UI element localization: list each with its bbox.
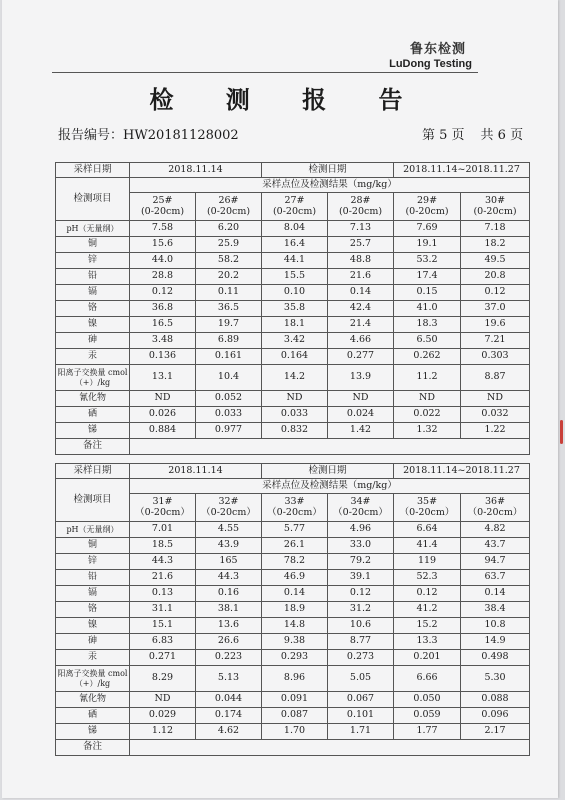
cell-value: ND	[130, 692, 196, 708]
cell-value: 7.21	[461, 333, 530, 349]
point-header	[196, 193, 262, 221]
cell-value: 10.8	[461, 618, 530, 634]
cell-value: 3.48	[130, 333, 196, 349]
cell-value: 0.174	[196, 708, 262, 724]
cell-value: 4.55	[196, 522, 262, 538]
table-row	[56, 602, 530, 618]
cell-value: 0.293	[262, 650, 328, 666]
test-date-value: 2018.11.14~2018.11.27	[394, 163, 530, 178]
point-header	[328, 494, 394, 522]
cell-value: 18.1	[262, 317, 328, 333]
cell-value: ND	[461, 391, 530, 407]
point-id: 30#	[484, 194, 506, 206]
point-id: 34#	[350, 495, 371, 507]
row-label: pH（无量纲）	[56, 221, 130, 237]
cell-value: 0.087	[262, 708, 328, 724]
cell-value: 0.271	[130, 650, 196, 666]
cell-value: 14.8	[262, 618, 328, 634]
cell-value: 43.7	[461, 538, 530, 554]
table-row	[56, 221, 530, 237]
point-depth: （0-20cm）	[201, 506, 256, 518]
cell-value: 94.7	[461, 554, 530, 570]
cell-value: 0.032	[461, 407, 530, 423]
cell-value: 165	[196, 554, 262, 570]
cell-value: 4.62	[196, 724, 262, 740]
cell-value: 9.38	[262, 634, 328, 650]
table-row	[56, 253, 530, 269]
cell-value: 39.1	[328, 570, 394, 586]
row-label: 锑	[56, 724, 130, 740]
cell-value: 36.8	[130, 301, 196, 317]
cell-value: 0.161	[196, 349, 262, 365]
point-header	[461, 193, 530, 221]
cell-value: 0.14	[461, 586, 530, 602]
row-label: 锌	[56, 253, 130, 269]
cell-value: 1.32	[394, 423, 461, 439]
row-label: 氰化物	[56, 692, 130, 708]
cell-value: 0.050	[394, 692, 461, 708]
table-row	[56, 301, 530, 317]
row-label: 镍	[56, 317, 130, 333]
cell-value: 7.58	[130, 221, 196, 237]
cell-value: 44.3	[130, 554, 196, 570]
company-name-en: LuDong Testing	[389, 58, 472, 70]
cell-value: 0.223	[196, 650, 262, 666]
cell-value: 41.4	[394, 538, 461, 554]
cell-value: 8.87	[461, 365, 530, 391]
point-depth: (0-20cm)	[140, 205, 185, 217]
table-row	[56, 269, 530, 285]
sampling-date-value: 2018.11.14	[130, 464, 262, 479]
cell-value: 0.033	[196, 407, 262, 423]
sampling-date-label: 采样日期	[56, 163, 130, 178]
point-id: 27#	[284, 194, 305, 206]
table-row	[56, 724, 530, 740]
cell-value: 0.832	[262, 423, 328, 439]
page-total: 共 6 页	[480, 128, 524, 143]
cell-value: 6.83	[130, 634, 196, 650]
cell-value: 38.4	[461, 602, 530, 618]
cell-value: 13.1	[130, 365, 196, 391]
row-label: 铜	[56, 237, 130, 253]
cell-value: 8.77	[328, 634, 394, 650]
table-row	[56, 333, 530, 349]
cell-value: 0.022	[394, 407, 461, 423]
cell-value: 7.13	[328, 221, 394, 237]
row-label: 氰化物	[56, 391, 130, 407]
point-id: 29#	[416, 194, 438, 206]
cell-value: 6.20	[196, 221, 262, 237]
cell-value: 0.12	[130, 285, 196, 301]
cell-value: 19.6	[461, 317, 530, 333]
table-row	[56, 522, 530, 538]
test-date-value: 2018.11.14~2018.11.27	[394, 464, 530, 479]
cell-value: 13.6	[196, 618, 262, 634]
report-page	[2, 0, 558, 798]
cell-value: 7.01	[130, 522, 196, 538]
cell-value: 48.8	[328, 253, 394, 269]
point-depth: （0-20cm）	[135, 506, 190, 518]
table-row	[56, 586, 530, 602]
point-id: 26#	[218, 194, 239, 206]
cell-value: 0.884	[130, 423, 196, 439]
report-title: 检 测 报 告	[149, 85, 425, 114]
table-row	[56, 650, 530, 666]
cell-value: 1.42	[328, 423, 394, 439]
cell-value: 20.8	[461, 269, 530, 285]
cell-value: 33.0	[328, 538, 394, 554]
cell-value: 19.7	[196, 317, 262, 333]
cell-value: 43.9	[196, 538, 262, 554]
row-label: 阳离子交换量 cmol（+）/kg	[56, 666, 130, 692]
table-row	[56, 439, 530, 455]
table-row	[56, 708, 530, 724]
point-id: 35#	[416, 495, 438, 507]
test-date-label: 检测日期	[262, 464, 394, 479]
test-item-label: 检测项目	[56, 479, 130, 522]
table-row	[56, 570, 530, 586]
cell-value: 1.12	[130, 724, 196, 740]
cell-value: 37.0	[461, 301, 530, 317]
cell-value: 46.9	[262, 570, 328, 586]
result-header: 采样点位及检测结果（mg/kg）	[130, 178, 530, 193]
row-label: 铅	[56, 269, 130, 285]
cell-value: 0.277	[328, 349, 394, 365]
page-info	[422, 124, 539, 143]
point-id: 33#	[284, 495, 305, 507]
page-current: 第 5 页	[422, 128, 465, 143]
cell-value: 11.2	[394, 365, 461, 391]
cell-value: 119	[394, 554, 461, 570]
cell-value: 0.15	[394, 285, 461, 301]
row-label: 铬	[56, 602, 130, 618]
cell-value: 28.8	[130, 269, 196, 285]
row-label: 砷	[56, 333, 130, 349]
cell-value: 5.13	[196, 666, 262, 692]
table-row	[56, 618, 530, 634]
cell-value: 6.66	[394, 666, 461, 692]
cell-value: 79.2	[328, 554, 394, 570]
table-row	[56, 740, 530, 756]
point-depth: （0-20cm）	[333, 506, 388, 518]
cell-value: ND	[328, 391, 394, 407]
cell-value: 15.6	[130, 237, 196, 253]
cell-value: 5.30	[461, 666, 530, 692]
point-depth: (0-20cm)	[405, 205, 449, 217]
table-row	[56, 666, 530, 692]
row-label: 硒	[56, 708, 130, 724]
cell-value: 78.2	[262, 554, 328, 570]
cell-value: 0.033	[262, 407, 328, 423]
point-depth: (0-20cm)	[206, 205, 251, 217]
cell-value: 0.262	[394, 349, 461, 365]
cell-value: 6.50	[394, 333, 461, 349]
row-label: 铅	[56, 570, 130, 586]
remarks-label: 备注	[56, 439, 130, 455]
row-label: 阳离子交换量 cmol（+）/kg	[56, 365, 130, 391]
row-label: 镍	[56, 618, 130, 634]
remarks-value	[130, 439, 530, 455]
row-label: 锌	[56, 554, 130, 570]
point-header	[196, 494, 262, 522]
cell-value: 13.3	[394, 634, 461, 650]
cell-value: 0.498	[461, 650, 530, 666]
sampling-date-label: 采样日期	[56, 464, 130, 479]
cell-value: 26.1	[262, 538, 328, 554]
cell-value: 36.5	[196, 301, 262, 317]
cell-value: 17.4	[394, 269, 461, 285]
table-row	[56, 285, 530, 301]
cell-value: 44.0	[130, 253, 196, 269]
table-row	[56, 692, 530, 708]
cell-value: 4.66	[328, 333, 394, 349]
report-number: 报告编号：HW20181128002	[58, 128, 239, 143]
table-row	[56, 349, 530, 365]
cell-value: 53.2	[394, 253, 461, 269]
table-row	[56, 464, 530, 479]
point-depth: （0-20cm）	[399, 506, 455, 518]
cell-value: 0.12	[328, 586, 394, 602]
cell-value: 0.977	[196, 423, 262, 439]
cell-value: 0.14	[328, 285, 394, 301]
point-header	[262, 494, 328, 522]
cell-value: 31.2	[328, 602, 394, 618]
cell-value: 63.7	[461, 570, 530, 586]
cell-value: 18.5	[130, 538, 196, 554]
cell-value: 21.6	[328, 269, 394, 285]
cell-value: ND	[262, 391, 328, 407]
row-label: 汞	[56, 650, 130, 666]
cell-value: 41.2	[394, 602, 461, 618]
result-header: 采样点位及检测结果（mg/kg）	[130, 479, 530, 494]
cell-value: 16.4	[262, 237, 328, 253]
remarks-value	[130, 740, 530, 756]
cell-value: 0.096	[461, 708, 530, 724]
cell-value: 44.3	[196, 570, 262, 586]
table-row	[56, 163, 530, 178]
cell-value: 0.12	[394, 586, 461, 602]
cell-value: 58.2	[196, 253, 262, 269]
cell-value: 6.89	[196, 333, 262, 349]
cell-value: 0.052	[196, 391, 262, 407]
cell-value: 15.1	[130, 618, 196, 634]
cell-value: 0.303	[461, 349, 530, 365]
cell-value: 0.10	[262, 285, 328, 301]
table-row	[56, 237, 530, 253]
cell-value: 0.029	[130, 708, 196, 724]
cell-value: 4.96	[328, 522, 394, 538]
cell-value: 0.11	[196, 285, 262, 301]
page-edge-mark	[560, 420, 563, 444]
sampling-date-value: 2018.11.14	[130, 163, 262, 178]
cell-value: 5.77	[262, 522, 328, 538]
cell-value: 8.96	[262, 666, 328, 692]
cell-value: 7.69	[394, 221, 461, 237]
cell-value: 8.04	[262, 221, 328, 237]
point-id: 36#	[484, 495, 506, 507]
header-divider	[52, 72, 478, 73]
point-header	[394, 494, 461, 522]
cell-value: 14.9	[461, 634, 530, 650]
row-label: pH（无量纲）	[56, 522, 130, 538]
point-header	[394, 193, 461, 221]
point-header	[262, 193, 328, 221]
cell-value: 0.067	[328, 692, 394, 708]
cell-value: 18.9	[262, 602, 328, 618]
cell-value: 25.7	[328, 237, 394, 253]
test-item-label: 检测项目	[56, 178, 130, 221]
cell-value: 0.273	[328, 650, 394, 666]
cell-value: 35.8	[262, 301, 328, 317]
cell-value: 0.12	[461, 285, 530, 301]
cell-value: ND	[130, 391, 196, 407]
remarks-label: 备注	[56, 740, 130, 756]
point-depth: （0-20cm）	[467, 506, 523, 518]
cell-value: 0.024	[328, 407, 394, 423]
point-id: 28#	[350, 194, 371, 206]
cell-value: 8.29	[130, 666, 196, 692]
point-id: 32#	[218, 495, 239, 507]
point-depth: (0-20cm)	[272, 205, 317, 217]
point-header	[328, 193, 394, 221]
table-row	[56, 407, 530, 423]
cell-value: 10.6	[328, 618, 394, 634]
cell-value: 18.3	[394, 317, 461, 333]
cell-value: 0.091	[262, 692, 328, 708]
cell-value: 3.42	[262, 333, 328, 349]
point-header	[461, 494, 530, 522]
results-table-1	[55, 162, 530, 455]
table-row	[56, 423, 530, 439]
cell-value: 19.1	[394, 237, 461, 253]
cell-value: 1.71	[328, 724, 394, 740]
cell-value: 4.82	[461, 522, 530, 538]
cell-value: 0.14	[262, 586, 328, 602]
row-label: 镉	[56, 586, 130, 602]
table-body	[56, 221, 530, 439]
cell-value: 20.2	[196, 269, 262, 285]
cell-value: 16.5	[130, 317, 196, 333]
cell-value: 1.77	[394, 724, 461, 740]
cell-value: 15.5	[262, 269, 328, 285]
cell-value: 0.201	[394, 650, 461, 666]
table-row	[56, 479, 530, 494]
cell-value: 38.1	[196, 602, 262, 618]
row-label: 铬	[56, 301, 130, 317]
cell-value: 44.1	[262, 253, 328, 269]
row-label: 硒	[56, 407, 130, 423]
cell-value: 1.70	[262, 724, 328, 740]
cell-value: 52.3	[394, 570, 461, 586]
cell-value: 49.5	[461, 253, 530, 269]
results-table-2	[55, 463, 530, 756]
point-header	[130, 193, 196, 221]
table-row	[56, 178, 530, 193]
cell-value: 21.6	[130, 570, 196, 586]
row-label: 锑	[56, 423, 130, 439]
table-row	[56, 317, 530, 333]
point-id: 31#	[152, 495, 173, 507]
cell-value: 26.6	[196, 634, 262, 650]
cell-value: 0.044	[196, 692, 262, 708]
cell-value: 21.4	[328, 317, 394, 333]
cell-value: 25.9	[196, 237, 262, 253]
cell-value: ND	[394, 391, 461, 407]
cell-value: 15.2	[394, 618, 461, 634]
point-id: 25#	[152, 194, 173, 206]
cell-value: 0.136	[130, 349, 196, 365]
cell-value: 41.0	[394, 301, 461, 317]
point-header	[130, 494, 196, 522]
cell-value: 0.164	[262, 349, 328, 365]
cell-value: 0.13	[130, 586, 196, 602]
table-row	[56, 554, 530, 570]
cell-value: 0.16	[196, 586, 262, 602]
point-depth: (0-20cm)	[338, 205, 383, 217]
table-row	[56, 634, 530, 650]
cell-value: 18.2	[461, 237, 530, 253]
cell-value: 6.64	[394, 522, 461, 538]
cell-value: 7.18	[461, 221, 530, 237]
point-depth: （0-20cm）	[267, 506, 322, 518]
test-date-label: 检测日期	[262, 163, 394, 178]
cell-value: 5.05	[328, 666, 394, 692]
cell-value: 1.22	[461, 423, 530, 439]
cell-value: 14.2	[262, 365, 328, 391]
row-label: 砷	[56, 634, 130, 650]
cell-value: 31.1	[130, 602, 196, 618]
cell-value: 0.059	[394, 708, 461, 724]
cell-value: 0.101	[328, 708, 394, 724]
table-row	[56, 365, 530, 391]
cell-value: 2.17	[461, 724, 530, 740]
row-label: 铜	[56, 538, 130, 554]
cell-value: 10.4	[196, 365, 262, 391]
table-row	[56, 391, 530, 407]
point-depth: (0-20cm)	[473, 205, 517, 217]
company-name-cn: 鲁东检测	[409, 42, 466, 57]
cell-value: 13.9	[328, 365, 394, 391]
row-label: 汞	[56, 349, 130, 365]
table-body	[56, 522, 530, 740]
cell-value: 0.088	[461, 692, 530, 708]
table-row	[56, 538, 530, 554]
cell-value: 42.4	[328, 301, 394, 317]
cell-value: 0.026	[130, 407, 196, 423]
row-label: 镉	[56, 285, 130, 301]
